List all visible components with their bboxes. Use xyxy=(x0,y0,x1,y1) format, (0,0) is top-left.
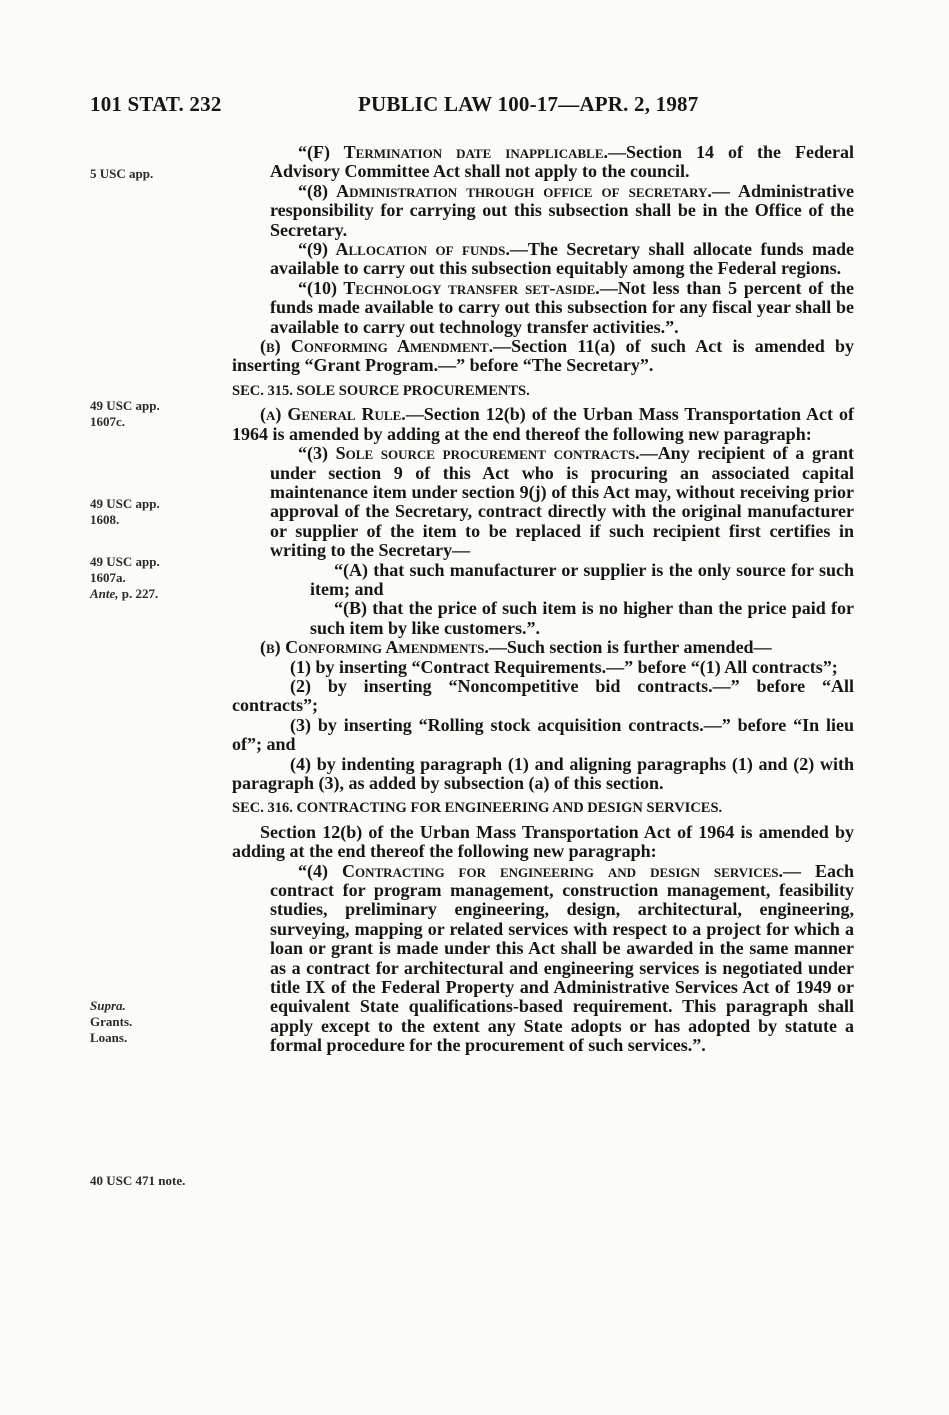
amendment-3: (3) by inserting “Rolling stock acquisition contracts.—” before “In lieu of”; and xyxy=(232,714,854,755)
subparagraph-b: “(B) that the price of such item is no higher than the price paid for such item by like customers.”. xyxy=(310,598,854,638)
law-title: PUBLIC LAW 100-17—APR. 2, 1987 xyxy=(358,92,699,116)
paragraph-3: “(3) Sole source procurement contracts.—Any recipient of a grant under section 9 of this Act who is procuring an associated capital maintenance item under section 9(j) of this Act may, without receiving prior approval of the Secretary, contract directly with the original manufacturer or supplier of the item to be replaced if such recipient first certifies in writing to the Secretary— xyxy=(270,443,854,561)
section-315-heading: SEC. 315. SOLE SOURCE PROCUREMENTS. xyxy=(232,382,530,399)
paragraph-f: “(F) Termination date inapplicable.—Section 14 of the Federal Advisory Committee Act shall not apply to the council. xyxy=(270,142,855,182)
statute-body xyxy=(232,143,854,1056)
subsection-b-conforming: (b) Conforming Amendment.—Section 11(a) of such Act is amended by inserting “Grant Program.—” before “The Secretary”. xyxy=(232,336,854,376)
subsection-a-general-rule: (a) General Rule.—Section 12(b) of the Urban Mass Transportation Act of 1964 is amended by adding at the end thereof the following new paragraph: xyxy=(232,404,854,444)
amendment-2: (2) by inserting “Noncompetitive bid contracts.—” before “All contracts”; xyxy=(232,675,854,716)
margin-note-40usc: 40 USC 471 note. xyxy=(90,1173,186,1188)
stat-reference: 101 STAT. 232 xyxy=(90,92,222,116)
paragraph-10: “(10) Technology transfer set-aside.—Not less than 5 percent of the funds made available to carry out this subsection for any fiscal year shall be available to carry out technology transfer activities.”. xyxy=(270,277,854,337)
paragraph-4: “(4) Contracting for engineering and design services.— Each contract for program management, construction management, feasibility studies, preliminary engineering, design, architectural, engineering, surveying, mapping or related services with respect to a project for which a loan or grant is made under this Act shall be awarded in the same manner as a contract for architectural and engineering services is negotiated under title IX of the Federal Property and Administrative Services Act of 1949 or equivalent State qualifications-based requirement. This paragraph shall apply except to the extent any State adopts or has adopted by statute a formal procedure for the procurement of such services.”. xyxy=(270,860,854,1056)
margin-note-1608: 49 USC app. 1608. xyxy=(90,496,160,527)
subsection-b-amendments: (b) Conforming Amendments.—Such section is further amended— xyxy=(260,637,772,658)
margin-note-1607c: 49 USC app. 1607c. xyxy=(90,398,160,429)
section-316-heading: SEC. 316. CONTRACTING FOR ENGINEERING AND DESIGN SERVICES. xyxy=(232,800,723,817)
margin-note-1607a: 49 USC app. 1607a. Ante, p. 227. xyxy=(90,554,160,601)
paragraph-9: “(9) Allocation of funds.—The Secretary shall allocate funds made available to carry out this subsection equitably among the Federal regions. xyxy=(270,239,854,279)
amendment-4: (4) by indenting paragraph (1) and aligning paragraphs (1) and (2) with paragraph (3), as added by subsection (a) of this section. xyxy=(232,753,854,793)
section-316-intro: Section 12(b) of the Urban Mass Transportation Act of 1964 is amended by adding at the end thereof the following new paragraph: xyxy=(232,821,854,862)
margin-note-supra: Supra. Grants. Loans. xyxy=(90,998,133,1045)
paragraph-8: “(8) Administration through office of secretary.— Administrative responsibility for carrying out this subsection shall be in the Office of the Secretary. xyxy=(270,180,854,240)
subparagraph-a: “(A) that such manufacturer or supplier is the only source for such item; and xyxy=(310,559,854,599)
amendment-1: (1) by inserting “Contract Requirements.—” before “(1) All contracts”; xyxy=(290,656,838,677)
margin-note-5usc: 5 USC app. xyxy=(90,166,154,181)
